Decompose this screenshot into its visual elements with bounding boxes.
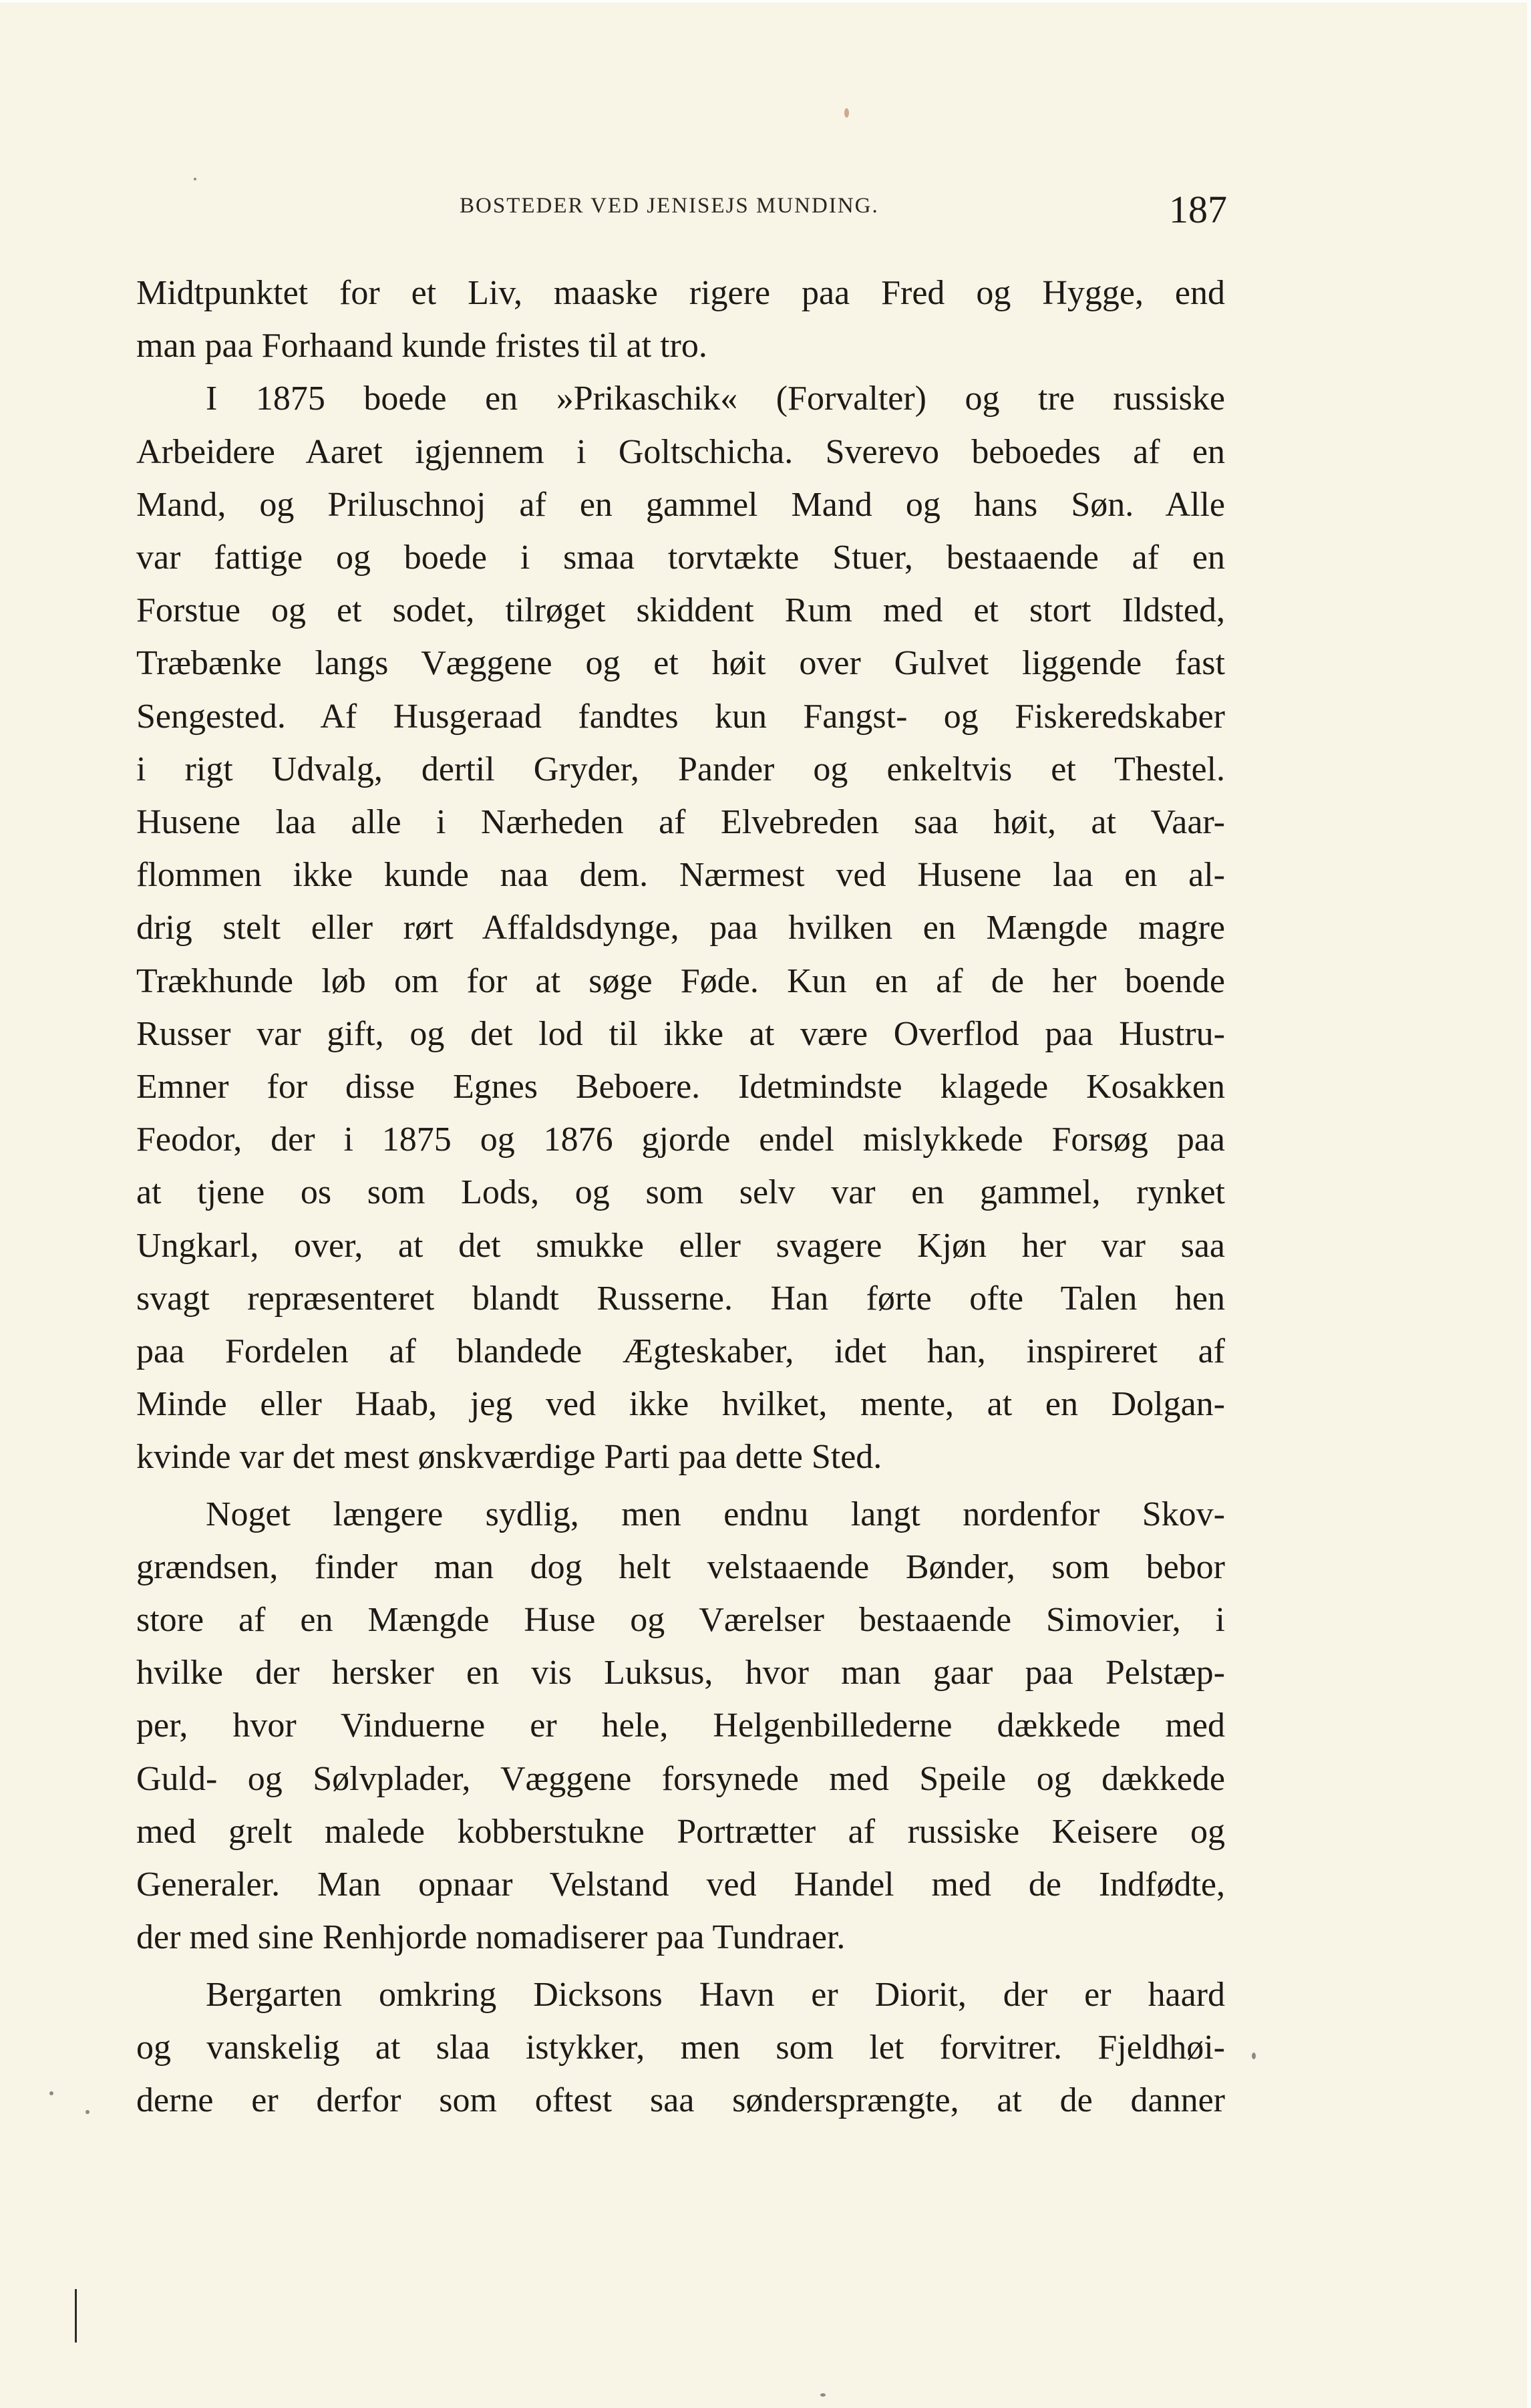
text-line: Noget længere sydlig, men endnu langt nordenfor Skov-	[206, 1495, 1225, 1533]
text-line: grændsen, finder man dog helt velstaaende Bønder, som bebor	[136, 1547, 1225, 1586]
text-line: derne er derfor som oftest saa søndersprængte, at de danner	[136, 2081, 1225, 2119]
body-text	[136, 267, 1225, 2127]
text-line: Ungkarl, over, at det smukke eller svagere Kjøn her var saa	[136, 1226, 1225, 1265]
text-line: drig stelt eller rørt Affaldsdynge, paa hvilken en Mængde magre	[136, 909, 1225, 947]
text-line: hvilke der hersker en vis Luksus, hvor man gaar paa Pelstæp-	[136, 1654, 1225, 1692]
paper-speck	[1252, 2053, 1256, 2059]
margin-mark	[75, 2289, 77, 2343]
paper-speck	[86, 2110, 90, 2114]
text-line: Arbeidere Aaret igjennem i Goltschicha. Sverevo beboedes af en	[136, 432, 1225, 471]
paper-speck	[194, 178, 196, 180]
text-line: Trækhunde løb om for at søge Føde. Kun en af de her boende	[136, 961, 1225, 1000]
text-line: Midtpunktet for et Liv, maaske rigere paa Fred og Hygge, end	[136, 274, 1225, 312]
text-line: flommen ikke kunde naa dem. Nærmest ved Husene laa en al-	[136, 856, 1225, 895]
text-line: Husene laa alle i Nærheden af Elvebreden saa høit, at Vaar-	[136, 803, 1225, 842]
text-line: Generaler. Man opnaar Velstand ved Handel med de Indfødte,	[136, 1865, 1225, 1904]
text-line: Træbænke langs Væggene og et høit over Gulvet liggende fast	[136, 644, 1225, 683]
text-line: kvinde var det mest ønskværdige Parti paa dette Sted.	[136, 1438, 882, 1477]
text-line: og vanskelig at slaa istykker, men som let forvitrer. Fjeldhøi-	[136, 2028, 1225, 2067]
text-line: store af en Mængde Huse og Værelser bestaaende Simovier, i	[136, 1601, 1225, 1640]
text-line: Minde eller Haab, jeg ved ikke hvilket, mente, at en Dolgan-	[136, 1385, 1225, 1424]
text-line: paa Fordelen af blandede Ægteskaber, idet han, inspireret af	[136, 1332, 1225, 1371]
text-line: man paa Forhaand kunde fristes til at tro.	[136, 327, 707, 365]
text-line: I 1875 boede en »Prikaschik« (Forvalter) og tre russiske	[206, 380, 1225, 418]
page-number: 187	[1169, 188, 1227, 231]
text-line: i rigt Udvalg, dertil Gryder, Pander og enkeltvis et Thestel.	[136, 750, 1225, 788]
text-line: Emner for disse Egnes Beboere. Idetmindste klagede Kosakken	[136, 1068, 1225, 1106]
text-line: Guld- og Sølvplader, Væggene forsynede med Speile og dækkede	[136, 1759, 1225, 1798]
text-line: per, hvor Vinduerne er hele, Helgenbillederne dækkede med	[136, 1706, 1225, 1745]
paper-speck	[844, 108, 849, 118]
text-line: Russer var gift, og det lod til ikke at være Overflod paa Hustru-	[136, 1014, 1225, 1053]
text-line: var fattige og boede i smaa torvtækte Stuer, bestaaende af en	[136, 539, 1225, 577]
text-line: at tjene os som Lods, og som selv var en gammel, rynket	[136, 1173, 1225, 1212]
text-line: Bergarten omkring Dicksons Havn er Diorit, der er haard	[206, 1975, 1225, 2014]
text-line: der med sine Renhjorde nomadiserer paa Tundraer.	[136, 1918, 846, 1957]
text-line: med grelt malede kobberstukne Portrætter af russiske Keisere og	[136, 1812, 1225, 1851]
text-line: Feodor, der i 1875 og 1876 gjorde endel mislykkede Forsøg paa	[136, 1120, 1225, 1159]
text-line: svagt repræsenteret blandt Russerne. Han førte ofte Talen hen	[136, 1279, 1225, 1318]
paper-speck	[820, 2393, 826, 2397]
paper-speck	[49, 2091, 53, 2095]
text-line: Sengested. Af Husgeraad fandtes kun Fangst- og Fiskeredskaber	[136, 697, 1225, 736]
running-header: BOSTEDER VED JENISEJS MUNDING.	[460, 194, 879, 218]
text-line: Mand, og Priluschnoj af en gammel Mand og hans Søn. Alle	[136, 485, 1225, 524]
text-line: Forstue og et sodet, tilrøget skiddent Rum med et stort Ildsted,	[136, 591, 1225, 630]
